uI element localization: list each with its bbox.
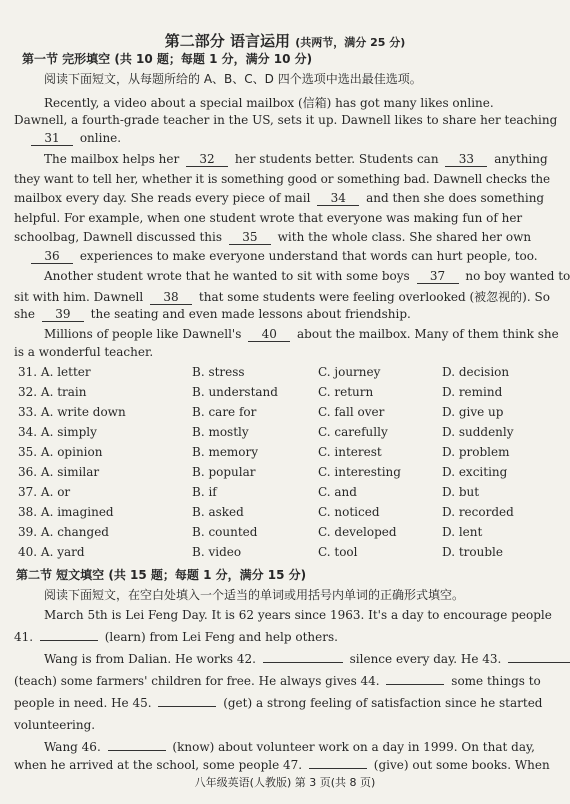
passage-line	[44, 152, 548, 167]
passage-line	[44, 652, 570, 666]
passage-text: she	[14, 307, 35, 321]
part-title	[0, 30, 570, 51]
blank-36: 36	[31, 249, 73, 264]
option-a: 31. A. letter	[18, 365, 91, 379]
part-title-note: (共两节，满分 25 分)	[295, 36, 406, 49]
passage-text: silence every day. He 43.	[349, 652, 502, 666]
passage-line	[14, 630, 338, 644]
option-c: C. developed	[318, 525, 397, 539]
passage-text: (teach) some farmers' children for free. He always gives 44.	[14, 674, 380, 688]
option-d: D. recorded	[442, 505, 514, 519]
blank-34: 34	[317, 191, 359, 206]
passage-line	[14, 230, 531, 245]
passage-text: online.	[79, 131, 122, 145]
passage-line	[44, 740, 535, 754]
option-d: D. remind	[442, 385, 503, 399]
blank-35: 35	[229, 230, 271, 245]
option-b: B. memory	[192, 445, 259, 459]
passage-line: Dawnell, a fourth-grade teacher in the US, sets it up. Dawnell likes to share her teaching	[14, 113, 558, 127]
answer-blank-44	[386, 684, 444, 685]
option-d: D. lent	[442, 525, 483, 539]
blank-38: 38	[150, 290, 192, 305]
option-a: 40. A. yard	[18, 545, 85, 559]
passage-line	[14, 674, 541, 688]
section2-heading: 第二节 短文填空 (共 15 题；每题 1 分，满分 15 分)	[16, 568, 307, 582]
passage-line: volunteering.	[14, 718, 96, 732]
answer-blank-42	[263, 662, 343, 663]
passage-text: no boy wanted to	[465, 269, 570, 283]
passage-text: The mailbox helps her	[44, 152, 180, 166]
passage-text: Millions of people like Dawnell's	[44, 327, 242, 341]
passage-text: anything	[494, 152, 548, 166]
passage-line	[14, 758, 550, 772]
passage-line: they want to tell her, whether it is something good or something bad. Dawnell checks the	[14, 172, 551, 186]
option-c: C. interesting	[318, 465, 401, 479]
option-d: D. suddenly	[442, 425, 514, 439]
passage-text: sit with him. Dawnell	[14, 290, 144, 304]
passage-text: mailbox every day. She reads every piece of mail	[14, 191, 311, 205]
option-d: D. give up	[442, 405, 504, 419]
passage-text: her students better. Students can	[234, 152, 439, 166]
option-b: B. stress	[192, 365, 245, 379]
option-a: 36. A. similar	[18, 465, 100, 479]
passage-line	[14, 696, 543, 710]
option-b: B. understand	[192, 385, 278, 399]
option-d: D. exciting	[442, 465, 508, 479]
answer-blank-45	[158, 706, 216, 707]
passage-line: helpful. For example, when one student wrote that everyone was making fun of her	[14, 211, 523, 225]
option-d: D. but	[442, 485, 480, 499]
passage-line	[44, 327, 559, 342]
passage-line	[14, 288, 550, 305]
blank-33: 33	[445, 152, 487, 167]
option-c: C. fall over	[318, 405, 385, 419]
option-b: B. care for	[192, 405, 257, 419]
option-c: C. noticed	[318, 505, 380, 519]
passage-text: some things to	[451, 674, 541, 688]
answer-blank-43	[508, 662, 570, 663]
passage-line	[28, 249, 538, 264]
passage-text: (give) out some books. When	[373, 758, 550, 772]
passage-text: the seating and even made lessons about friendship.	[90, 307, 411, 321]
blank-37: 37	[417, 269, 459, 284]
passage-line	[14, 191, 544, 206]
option-a: 37. A. or	[18, 485, 71, 499]
option-b: B. if	[192, 485, 217, 499]
passage-text: Another student wrote that he wanted to sit with some boys	[44, 269, 410, 283]
option-d: D. problem	[442, 445, 510, 459]
option-c: C. return	[318, 385, 374, 399]
passage-text: (learn) from Lei Feng and help others.	[104, 630, 338, 644]
passage-text: experiences to make everyone understand that words can hurt people, too.	[79, 249, 538, 263]
option-a: 32. A. train	[18, 385, 87, 399]
option-b: B. asked	[192, 505, 244, 519]
passage-line: March 5th is Lei Feng Day. It is 62 years since 1963. It's a day to encourage people	[44, 608, 552, 622]
option-c: C. and	[318, 485, 357, 499]
passage-text: and then she does something	[366, 191, 545, 205]
option-a: 33. A. write down	[18, 405, 126, 419]
page-footer: 八年级英语(人教版) 第 3 页(共 8 页)	[194, 776, 376, 789]
option-c: C. interest	[318, 445, 382, 459]
passage-line: is a wonderful teacher.	[14, 345, 154, 359]
option-a: 34. A. simply	[18, 425, 97, 439]
option-a: 35. A. opinion	[18, 445, 103, 459]
option-a: 39. A. changed	[18, 525, 109, 539]
option-a: 38. A. imagined	[18, 505, 114, 519]
passage-text: schoolbag, Dawnell discussed this	[14, 230, 222, 244]
option-d: D. decision	[442, 365, 510, 379]
section1-instruction: 阅读下面短文，从每题所给的 A、B、C、D 四个选项中选出最佳选项。	[44, 72, 422, 86]
blank-32: 32	[186, 152, 228, 167]
passage-text: (know) about volunteer work on a day in 1999. On that day,	[172, 740, 535, 754]
passage-line: Recently, a video about a special mailbox (信箱) has got many likes online.	[44, 96, 494, 110]
answer-blank-46	[108, 750, 166, 751]
section2-instruction: 阅读下面短文，在空白处填入一个适当的单词或用括号内单词的正确形式填空。	[44, 588, 465, 602]
passage-line	[44, 269, 570, 284]
option-b: B. video	[192, 545, 242, 559]
blank-40: 40	[248, 327, 290, 342]
option-c: C. journey	[318, 365, 381, 379]
option-c: C. carefully	[318, 425, 388, 439]
passage-text: about the mailbox. Many of them think she	[297, 327, 559, 341]
passage-text: Wang 46.	[44, 740, 101, 754]
passage-text: that some students were feeling overlooked (被忽视的). So	[198, 290, 550, 304]
option-d: D. trouble	[442, 545, 503, 559]
blank-39: 39	[42, 307, 84, 322]
option-b: B. mostly	[192, 425, 249, 439]
passage-text: Wang is from Dalian. He works 42.	[44, 652, 256, 666]
answer-blank-41	[40, 640, 98, 641]
passage-text: with the whole class. She shared her own	[277, 230, 532, 244]
part-title-text: 第二部分 语言运用	[164, 32, 290, 50]
passage-text: when he arrived at the school, some people 47.	[14, 758, 303, 772]
passage-line	[28, 131, 121, 146]
answer-blank-47	[309, 768, 367, 769]
option-c: C. tool	[318, 545, 358, 559]
option-b: B. counted	[192, 525, 258, 539]
passage-text: people in need. He 45.	[14, 696, 152, 710]
passage-line	[14, 307, 411, 322]
passage-text: (get) a strong feeling of satisfaction since he started	[223, 696, 543, 710]
section1-heading: 第一节 完形填空 (共 10 题；每题 1 分，满分 10 分)	[22, 52, 313, 66]
question-number: 41.	[14, 630, 34, 644]
blank-31: 31	[31, 131, 73, 146]
option-b: B. popular	[192, 465, 256, 479]
